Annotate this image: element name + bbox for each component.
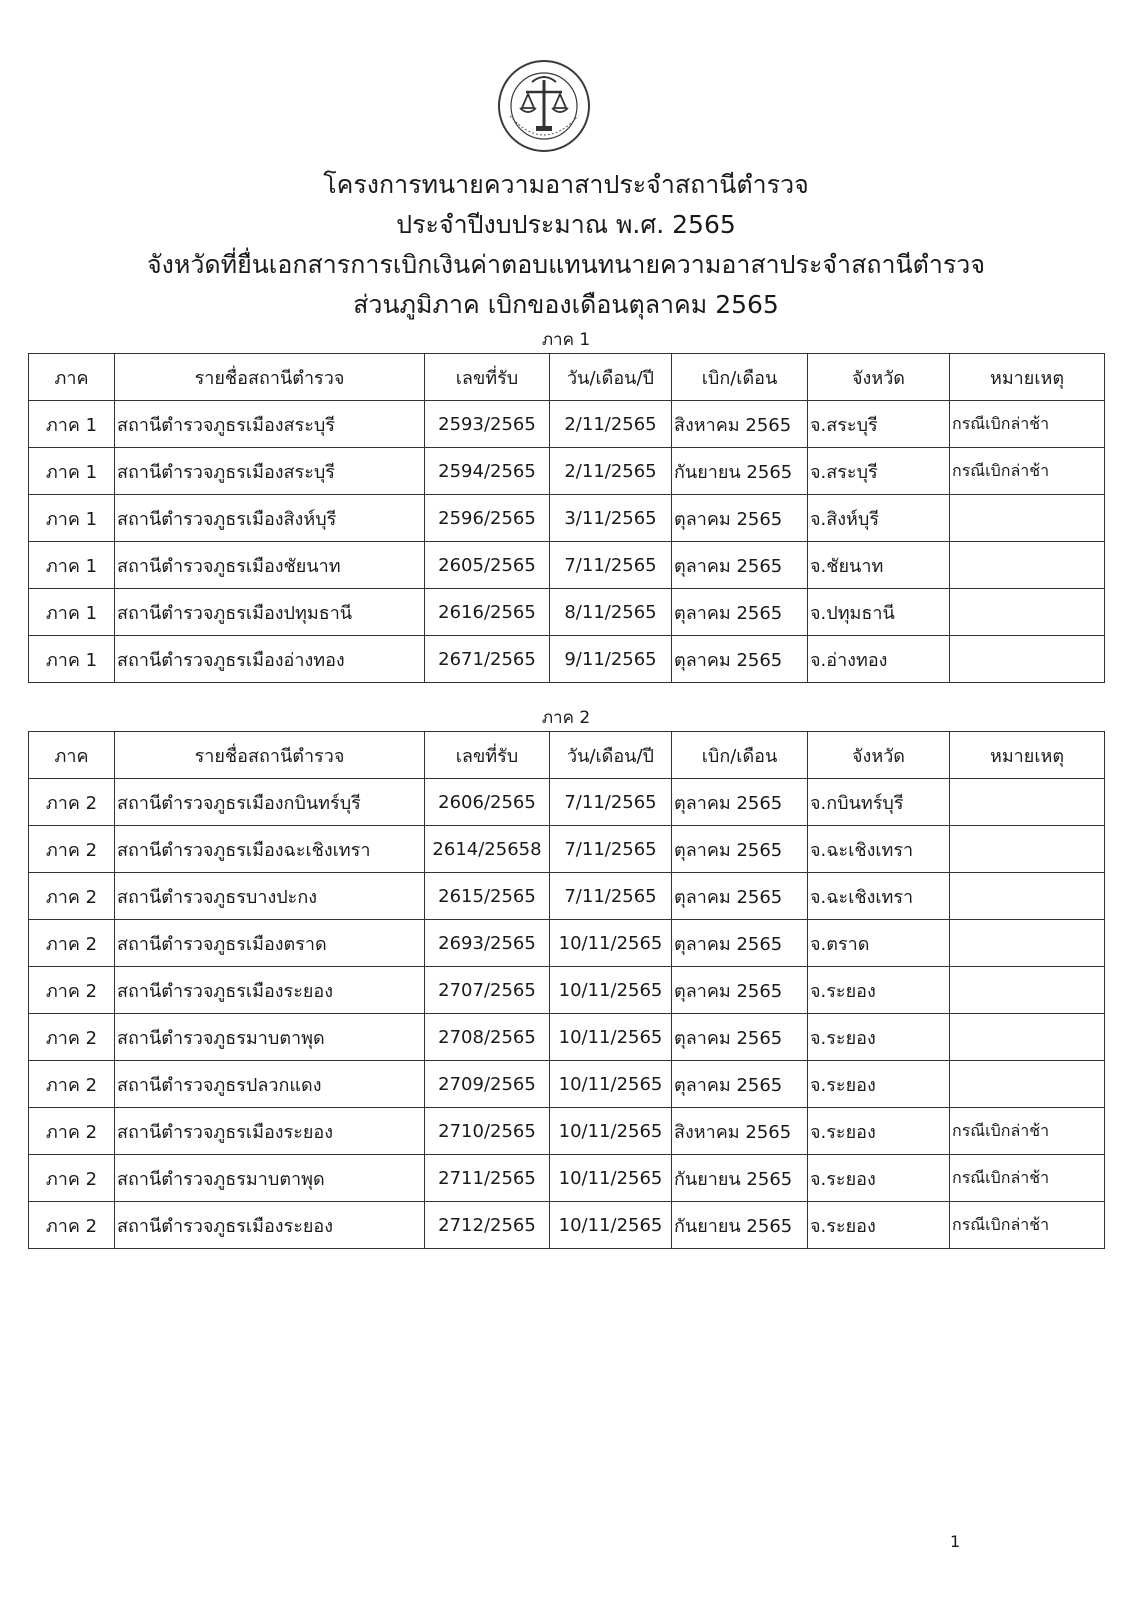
- cell-date: 3/11/2565: [550, 495, 672, 542]
- table-row: [29, 448, 1105, 495]
- cell-region: ภาค 1: [29, 542, 115, 589]
- cell-date: 2/11/2565: [550, 448, 672, 495]
- cell-note: กรณีเบิกล่าช้า: [950, 448, 1105, 495]
- cell-region: ภาค 2: [29, 967, 115, 1014]
- cell-note: กรณีเบิกล่าช้า: [950, 401, 1105, 448]
- cell-region: ภาค 2: [29, 826, 115, 873]
- page-number: 1: [950, 1532, 961, 1551]
- table-row: [29, 1108, 1105, 1155]
- cell-claim-month: ตุลาคม 2565: [672, 636, 808, 683]
- cell-province: จ.สระบุรี: [808, 448, 950, 495]
- cell-date: 10/11/2565: [550, 1061, 672, 1108]
- table-row: [29, 1061, 1105, 1108]
- cell-receipt: 2596/2565: [425, 495, 550, 542]
- cell-receipt: 2707/2565: [425, 967, 550, 1014]
- cell-region: ภาค 1: [29, 589, 115, 636]
- table-row: [29, 920, 1105, 967]
- table-row: [29, 873, 1105, 920]
- cell-claim-month: ตุลาคม 2565: [672, 1061, 808, 1108]
- cell-station: สถานีตำรวจภูธรเมืองสิงห์บุรี: [115, 495, 425, 542]
- cell-region: ภาค 2: [29, 1014, 115, 1061]
- title-line-2: ประจำปีงบประมาณ พ.ศ. 2565: [396, 210, 736, 239]
- title-line-4: ส่วนภูมิภาค เบิกของเดือนตุลาคม 2565: [353, 290, 779, 319]
- cell-station: สถานีตำรวจภูธรเมืองสระบุรี: [115, 401, 425, 448]
- cell-date: 10/11/2565: [550, 920, 672, 967]
- cell-province: จ.ระยอง: [808, 967, 950, 1014]
- cell-date: 8/11/2565: [550, 589, 672, 636]
- cell-note: กรณีเบิกล่าช้า: [950, 1108, 1105, 1155]
- table-row: [29, 401, 1105, 448]
- col-header-region: ภาค: [29, 354, 115, 401]
- table-row: [29, 1155, 1105, 1202]
- table-header-row: [29, 732, 1105, 779]
- document-title-block: [0, 165, 1132, 325]
- cell-region: ภาค 1: [29, 401, 115, 448]
- table-row: [29, 826, 1105, 873]
- cell-region: ภาค 1: [29, 448, 115, 495]
- title-line-3: จังหวัดที่ยื่นเอกสารการเบิกเงินค่าตอบแทนทนายความอาสาประจำสถานีตำรวจ: [146, 250, 985, 279]
- cell-claim-month: กันยายน 2565: [672, 448, 808, 495]
- table-row: [29, 1202, 1105, 1249]
- cell-date: 10/11/2565: [550, 1014, 672, 1061]
- cell-claim-month: ตุลาคม 2565: [672, 873, 808, 920]
- cell-station: สถานีตำรวจภูธรมาบตาพุด: [115, 1014, 425, 1061]
- cell-receipt: 2605/2565: [425, 542, 550, 589]
- cell-receipt: 2709/2565: [425, 1061, 550, 1108]
- cell-claim-month: ตุลาคม 2565: [672, 1014, 808, 1061]
- cell-province: จ.ระยอง: [808, 1014, 950, 1061]
- cell-claim-month: ตุลาคม 2565: [672, 826, 808, 873]
- cell-province: จ.ระยอง: [808, 1061, 950, 1108]
- table-row: [29, 1014, 1105, 1061]
- cell-region: ภาค 2: [29, 1061, 115, 1108]
- cell-province: จ.ระยอง: [808, 1108, 950, 1155]
- cell-province: จ.ตราด: [808, 920, 950, 967]
- cell-receipt: 2593/2565: [425, 401, 550, 448]
- cell-date: 7/11/2565: [550, 542, 672, 589]
- col-header-claim-month: เบิก/เดือน: [672, 354, 808, 401]
- cell-date: 7/11/2565: [550, 779, 672, 826]
- table-row: [29, 495, 1105, 542]
- cell-note: กรณีเบิกล่าช้า: [950, 1202, 1105, 1249]
- cell-claim-month: กันยายน 2565: [672, 1202, 808, 1249]
- cell-receipt: 2671/2565: [425, 636, 550, 683]
- col-header-station: รายชื่อสถานีตำรวจ: [115, 732, 425, 779]
- cell-province: จ.ปทุมธานี: [808, 589, 950, 636]
- col-header-note: หมายเหตุ: [950, 354, 1105, 401]
- cell-receipt: 2616/2565: [425, 589, 550, 636]
- cell-note: กรณีเบิกล่าช้า: [950, 1155, 1105, 1202]
- col-header-receipt: เลขที่รับ: [425, 354, 550, 401]
- region-2-table: [28, 731, 1105, 1249]
- cell-receipt: 2710/2565: [425, 1108, 550, 1155]
- cell-claim-month: ตุลาคม 2565: [672, 967, 808, 1014]
- cell-claim-month: ตุลาคม 2565: [672, 589, 808, 636]
- cell-receipt: 2614/25658: [425, 826, 550, 873]
- cell-note: [950, 636, 1105, 683]
- cell-station: สถานีตำรวจภูธรปลวกแดง: [115, 1061, 425, 1108]
- cell-station: สถานีตำรวจภูธรบางปะกง: [115, 873, 425, 920]
- cell-station: สถานีตำรวจภูธรเมืองอ่างทอง: [115, 636, 425, 683]
- cell-date: 10/11/2565: [550, 1108, 672, 1155]
- cell-province: จ.ระยอง: [808, 1155, 950, 1202]
- cell-date: 10/11/2565: [550, 1155, 672, 1202]
- col-header-station: รายชื่อสถานีตำรวจ: [115, 354, 425, 401]
- cell-region: ภาค 2: [29, 920, 115, 967]
- cell-station: สถานีตำรวจภูธรมาบตาพุด: [115, 1155, 425, 1202]
- cell-claim-month: ตุลาคม 2565: [672, 542, 808, 589]
- title-line-1: โครงการทนายความอาสาประจำสถานีตำรวจ: [323, 170, 809, 199]
- region-1-table: [28, 353, 1105, 683]
- cell-note: [950, 967, 1105, 1014]
- cell-claim-month: ตุลาคม 2565: [672, 495, 808, 542]
- cell-station: สถานีตำรวจภูธรเมืองระยอง: [115, 1202, 425, 1249]
- cell-date: 7/11/2565: [550, 873, 672, 920]
- table-row: [29, 542, 1105, 589]
- table-row: [29, 779, 1105, 826]
- section-label-region-1: ภาค 1: [541, 330, 591, 350]
- col-header-note: หมายเหตุ: [950, 732, 1105, 779]
- col-header-date: วัน/เดือน/ปี: [550, 354, 672, 401]
- cell-receipt: 2711/2565: [425, 1155, 550, 1202]
- cell-note: [950, 1061, 1105, 1108]
- col-header-claim-month: เบิก/เดือน: [672, 732, 808, 779]
- cell-note: [950, 1014, 1105, 1061]
- cell-note: [950, 920, 1105, 967]
- cell-note: [950, 589, 1105, 636]
- col-header-date: วัน/เดือน/ปี: [550, 732, 672, 779]
- cell-region: ภาค 2: [29, 1202, 115, 1249]
- cell-note: [950, 542, 1105, 589]
- cell-claim-month: ตุลาคม 2565: [672, 779, 808, 826]
- cell-province: จ.ระยอง: [808, 1202, 950, 1249]
- cell-station: สถานีตำรวจภูธรเมืองระยอง: [115, 1108, 425, 1155]
- cell-region: ภาค 1: [29, 636, 115, 683]
- table-header-row: [29, 354, 1105, 401]
- cell-station: สถานีตำรวจภูธรเมืองสระบุรี: [115, 448, 425, 495]
- cell-province: จ.ฉะเชิงเทรา: [808, 826, 950, 873]
- col-header-province: จังหวัด: [808, 732, 950, 779]
- cell-province: จ.อ่างทอง: [808, 636, 950, 683]
- cell-note: [950, 873, 1105, 920]
- cell-date: 2/11/2565: [550, 401, 672, 448]
- cell-region: ภาค 2: [29, 873, 115, 920]
- ministry-seal-logo: [496, 58, 592, 154]
- cell-note: [950, 779, 1105, 826]
- cell-receipt: 2712/2565: [425, 1202, 550, 1249]
- cell-date: 10/11/2565: [550, 1202, 672, 1249]
- cell-province: จ.สระบุรี: [808, 401, 950, 448]
- cell-note: [950, 826, 1105, 873]
- section-label-region-2: ภาค 2: [541, 708, 591, 728]
- cell-note: [950, 495, 1105, 542]
- col-header-region: ภาค: [29, 732, 115, 779]
- cell-station: สถานีตำรวจภูธรเมืองฉะเชิงเทรา: [115, 826, 425, 873]
- cell-station: สถานีตำรวจภูธรเมืองปทุมธานี: [115, 589, 425, 636]
- cell-receipt: 2708/2565: [425, 1014, 550, 1061]
- cell-region: ภาค 1: [29, 495, 115, 542]
- cell-province: จ.ฉะเชิงเทรา: [808, 873, 950, 920]
- cell-receipt: 2606/2565: [425, 779, 550, 826]
- cell-date: 9/11/2565: [550, 636, 672, 683]
- cell-claim-month: กันยายน 2565: [672, 1155, 808, 1202]
- cell-province: จ.กบินทร์บุรี: [808, 779, 950, 826]
- cell-station: สถานีตำรวจภูธรเมืองกบินทร์บุรี: [115, 779, 425, 826]
- cell-station: สถานีตำรวจภูธรเมืองระยอง: [115, 967, 425, 1014]
- cell-station: สถานีตำรวจภูธรเมืองตราด: [115, 920, 425, 967]
- cell-claim-month: สิงหาคม 2565: [672, 401, 808, 448]
- table-row: [29, 967, 1105, 1014]
- col-header-receipt: เลขที่รับ: [425, 732, 550, 779]
- cell-region: ภาค 2: [29, 1108, 115, 1155]
- cell-date: 10/11/2565: [550, 967, 672, 1014]
- table-row: [29, 636, 1105, 683]
- cell-date: 7/11/2565: [550, 826, 672, 873]
- table-row: [29, 589, 1105, 636]
- cell-claim-month: ตุลาคม 2565: [672, 920, 808, 967]
- cell-claim-month: สิงหาคม 2565: [672, 1108, 808, 1155]
- cell-province: จ.สิงห์บุรี: [808, 495, 950, 542]
- cell-region: ภาค 2: [29, 779, 115, 826]
- cell-province: จ.ชัยนาท: [808, 542, 950, 589]
- cell-receipt: 2615/2565: [425, 873, 550, 920]
- cell-receipt: 2594/2565: [425, 448, 550, 495]
- col-header-province: จังหวัด: [808, 354, 950, 401]
- cell-region: ภาค 2: [29, 1155, 115, 1202]
- cell-station: สถานีตำรวจภูธรเมืองชัยนาท: [115, 542, 425, 589]
- cell-receipt: 2693/2565: [425, 920, 550, 967]
